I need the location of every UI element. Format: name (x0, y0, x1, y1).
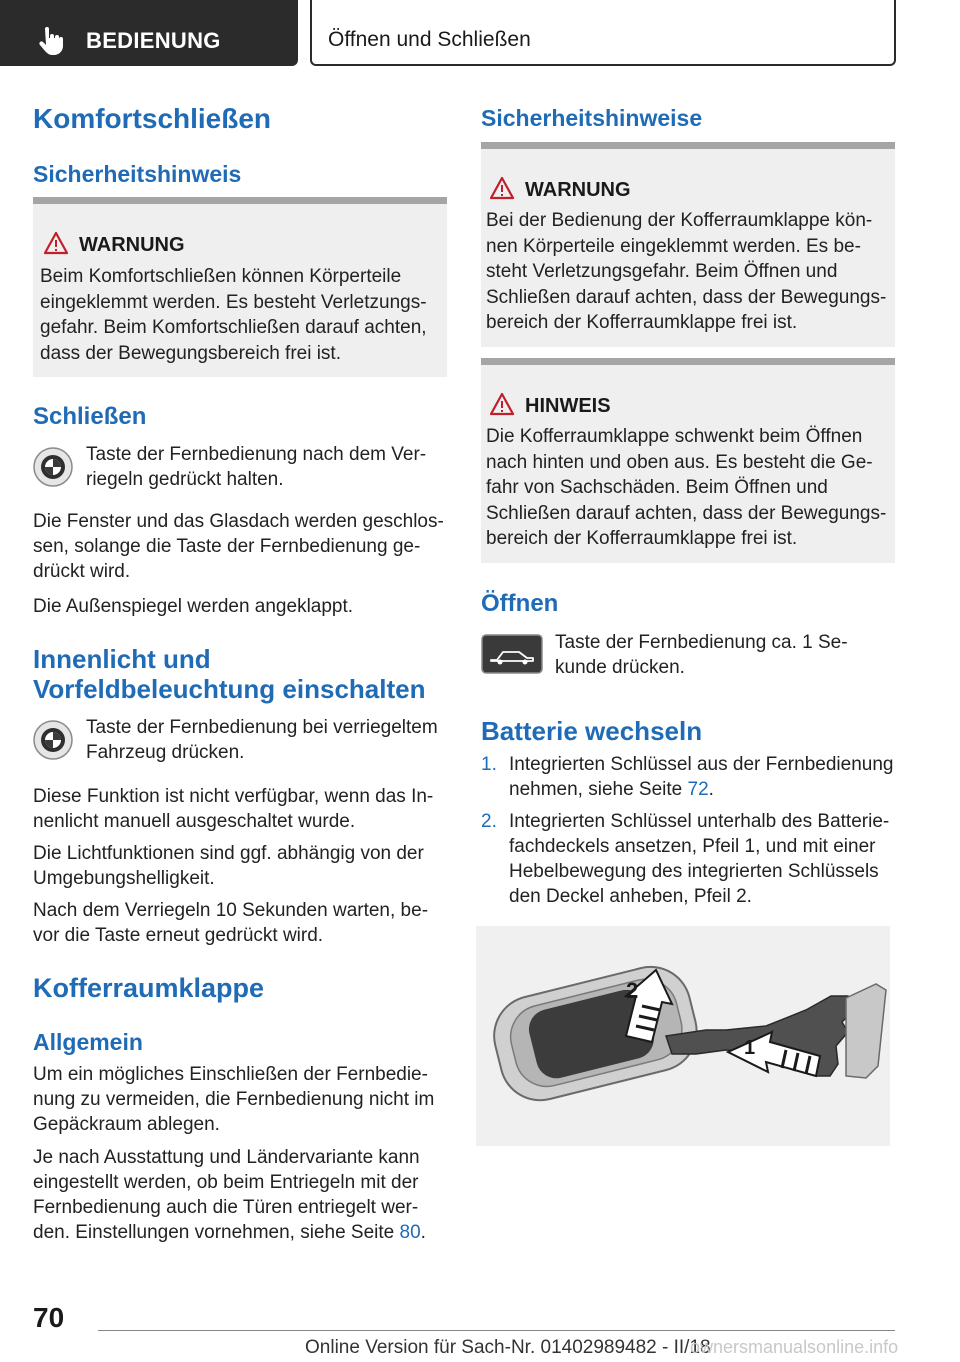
footer-online-version: Online Version für Sach-Nr. 01402989482 - II/18 (305, 1337, 711, 1358)
step-1-text: Integrierten Schlüssel aus der Fernbedienung nehmen, siehe Seite 72. (509, 754, 894, 800)
warning-title: WARNUNG (525, 179, 631, 201)
warning-title: WARNUNG (79, 234, 185, 256)
bmw-key-button-icon (33, 447, 73, 487)
watermark: ownersmanualsonline.info (690, 1337, 899, 1357)
heading-sicherheitshinweis: Sicherheitshinweis (33, 161, 242, 187)
step-number-2: 2. (481, 811, 497, 832)
heading-schliessen: Schließen (33, 403, 147, 430)
innenlicht-icon-text: Taste der Fernbedienung bei verriegeltem Fahrzeug drücken. (86, 717, 438, 763)
bmw-key-button-icon (33, 720, 73, 760)
heading-innenlicht: Innenlicht und Vorfeldbeleuchtung einschalten (33, 644, 426, 704)
warning-triangle-icon (43, 231, 69, 255)
heading-batterie-wechseln: Batterie wechseln (481, 716, 703, 746)
warning-text: Beim Komfortschließen können Körperteile eingeklemmt werden. Es besteht Verletzungs- gefahr. Beim Komfortschließen darauf achten, dass der Bewegungsbereich frei ist. (40, 266, 427, 364)
heading-oeffnen: Öffnen (481, 590, 559, 617)
trunk-button-icon (481, 634, 543, 674)
innenlicht-paragraph-2: Die Lichtfunktionen sind ggf. abhängig von der Umgebungshelligkeit. (33, 843, 424, 889)
warning-box-komfort (33, 197, 447, 377)
page-header (0, 0, 960, 66)
hinweis-title: HINWEIS (525, 395, 611, 417)
schliessen-paragraph-1: Die Fenster und das Glasdach werden geschlos- sen, solange die Taste der Fernbedienung ge- drückt wird. (33, 511, 444, 582)
section-tab[interactable] (0, 0, 298, 66)
page-link-80[interactable]: 80 (399, 1222, 421, 1243)
key-illustration (476, 926, 890, 1146)
step-2-text: Integrierten Schlüssel unterhalb des Batterie- fachdeckels ansetzen, Pfeil 1, und mit einer Hebelbewegung des integrierten Schlüssels den Deckel anheben, Pfeil 2. (509, 811, 890, 907)
hand-pointer-icon (36, 26, 66, 56)
footer-divider (98, 1330, 895, 1331)
schliessen-icon-text: Taste der Fernbedienung nach dem Ver- riegeln gedrückt halten. (86, 444, 427, 490)
chapter-tab[interactable] (310, 0, 896, 66)
warning-box-kofferraum (481, 142, 895, 347)
warning-triangle-icon (489, 176, 515, 200)
heading-komfortschliessen: Komfortschließen (33, 103, 272, 134)
innenlicht-paragraph-1: Diese Funktion ist nicht verfügbar, wenn das In- nenlicht manuell ausgeschaltet wurde. (33, 786, 434, 832)
arrow-label-2: 2 (626, 978, 639, 1003)
page-link-72[interactable]: 72 (687, 779, 709, 800)
heading-allgemein: Allgemein (33, 1029, 143, 1055)
allgemein-paragraph-1: Um ein mögliches Einschließen der Fernbedie- nung zu vermeiden, die Fernbedienung nicht im Gepäckraum ablegen. (33, 1064, 435, 1135)
warning-triangle-icon (489, 392, 515, 416)
chapter-title: Öffnen und Schließen (328, 28, 531, 51)
step-number-1: 1. (481, 754, 497, 775)
arrow-label-1: 1 (744, 1037, 756, 1059)
schliessen-paragraph-2: Die Außenspiegel werden angeklappt. (33, 596, 354, 617)
allgemein-paragraph-2: Je nach Ausstattung und Ländervariante kann eingestellt werden, ob beim Entriegeln mit der Fernbedienung auch die Türen entriegelt wer- den. Einstellungen vornehmen, siehe Seite 80. (33, 1147, 426, 1243)
heading-kofferraumklappe: Kofferraumklappe (33, 973, 265, 1003)
key-battery-figure (476, 926, 890, 1146)
heading-sicherheitshinweise: Sicherheitshinweise (481, 105, 703, 131)
page-number: 70 (33, 1302, 65, 1333)
hinweis-text: Die Kofferraumklappe schwenkt beim Öffnen nach hinten und oben aus. Es besteht die Ge- fahr von Sachschäden. Beim Öffnen und Schließen darauf achten, dass der Bewegungs- bereich der Kofferraumklappe frei ist. (486, 426, 887, 549)
section-label: BEDIENUNG (86, 28, 221, 53)
warning-text: Bei der Bedienung der Kofferraumklappe kön- nen Körperteile eingeklemmt werden. Es be- steht Verletzungsgefahr. Beim Öffnen und Schließen darauf achten, dass der Bewegungs- bereich der Kofferraumklappe frei ist. (486, 210, 887, 333)
hinweis-box (481, 358, 895, 563)
oeffnen-icon-text: Taste der Fernbedienung ca. 1 Se- kunde drücken. (555, 632, 848, 678)
innenlicht-paragraph-3: Nach dem Verriegeln 10 Sekunden warten, be- vor die Taste erneut gedrückt wird. (33, 900, 429, 946)
